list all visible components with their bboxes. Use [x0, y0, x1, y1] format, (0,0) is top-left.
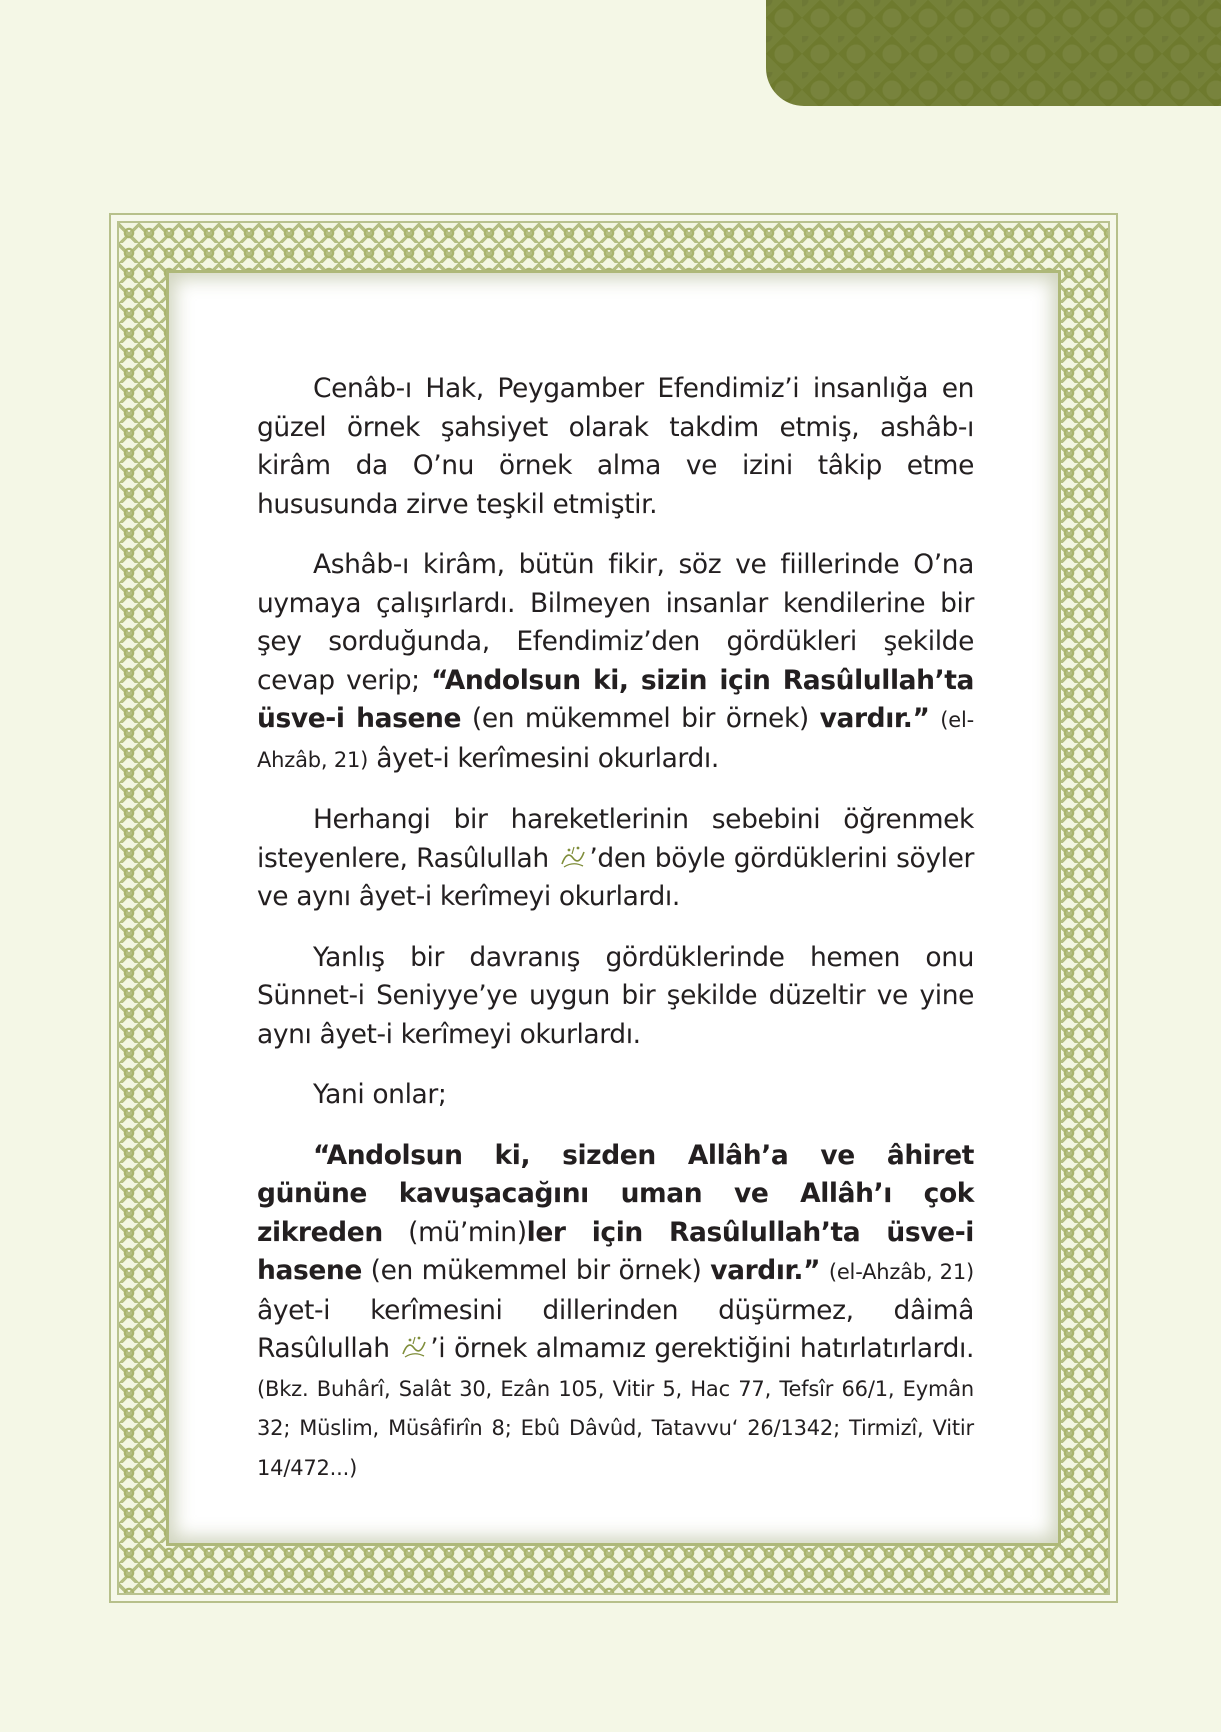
paragraph-2-end: âyet-i kerîmesini okurlardı.	[368, 742, 719, 774]
paragraph-5	[257, 1076, 974, 1115]
paragraph-5-text: Yani onlar;	[313, 1079, 447, 1110]
verse-citation: (el-Ahzâb, 21)	[828, 1260, 974, 1284]
paragraph-3-end: ’den böyle gördüklerini söyler ve aynı âyet-i kerîmeyi okurlardı.	[257, 842, 974, 912]
spacer	[929, 703, 940, 734]
corner-tab-decoration	[766, 0, 1221, 106]
verse-quote-bold-cont: ler için Rasûlullah’ta üsve-i hasene	[257, 1216, 974, 1286]
verse-gloss: (en mükemmel bir örnek)	[461, 703, 820, 734]
body-text	[257, 370, 974, 1487]
salawat-calligraphy-icon	[559, 844, 587, 870]
paragraph-2	[257, 546, 974, 779]
verse-citation: (el-Ahzâb, 21)	[257, 708, 975, 772]
paragraph-3-text: Herhangi bir hareketlerinin sebebini öğrenmek isteyenlere, Rasûlullah	[257, 804, 974, 874]
paragraph-6-text-end: ’i örnek almamız gerektiğini hatırlatırlardı.	[430, 1333, 974, 1364]
spacer	[820, 1255, 829, 1286]
verse-quote-end-bold: vardır.”	[710, 1255, 821, 1286]
verse-quote-bold: “Andolsun ki, sizin için Rasûlullah’ta üsve-i hasene	[257, 664, 974, 734]
paragraph-1-text: Cenâb-ı Hak, Peygamber Efendimiz’i insanlığa en güzel örnek şahsiyet olarak takdim etmiş, ashâb-ı kirâm da O’nu örnek alma ve izini tâkip etme hususunda zirve teşkil etmiştir.	[257, 373, 974, 520]
paragraph-6	[257, 1137, 974, 1488]
paragraph-1	[257, 370, 974, 524]
paragraph-4	[257, 939, 974, 1055]
paragraph-6-text: âyet-i kerîmesini dillerinden düşürmez, dâimâ Rasûlullah	[257, 1294, 974, 1364]
verse-gloss-2: (en mükemmel bir örnek)	[361, 1255, 711, 1286]
paragraph-2-text: Ashâb-ı kirâm, bütün fikir, söz ve fiillerinde O’na uymaya çalışırlardı. Bilmeyen insanlar kendilerine bir şey sorduğunda, Efendimiz’den gördükleri şekilde cevap verip;	[257, 549, 974, 696]
verse-quote-bold: “Andolsun ki, sizden Allâh’a ve âhiret gününe kavuşacağını uman ve Allâh’ı çok zikreden	[257, 1139, 974, 1248]
source-citation: (Bkz. Buhârî, Salât 30, Ezân 105, Vitir 5, Hac 77, Tefsîr 66/1, Eymân 32; Müslim, Müsâfirîn 8; Ebû Dâvûd, Tatavvu‘ 26/1342; Tirmizî, Vitir 14/472...)	[257, 1376, 974, 1480]
paragraph-3	[257, 801, 974, 917]
salawat-calligraphy-icon	[400, 1334, 428, 1360]
paragraph-4-text: Yanlış bir davranış gördüklerinde hemen onu Sünnet-i Seniyye’ye uygun bir şekilde düzeltir ve yine aynı âyet-i kerîmeyi okurlardı.	[257, 941, 974, 1050]
verse-quote-end-bold: vardır.”	[819, 703, 930, 734]
verse-gloss: (mü’min)	[382, 1216, 527, 1248]
